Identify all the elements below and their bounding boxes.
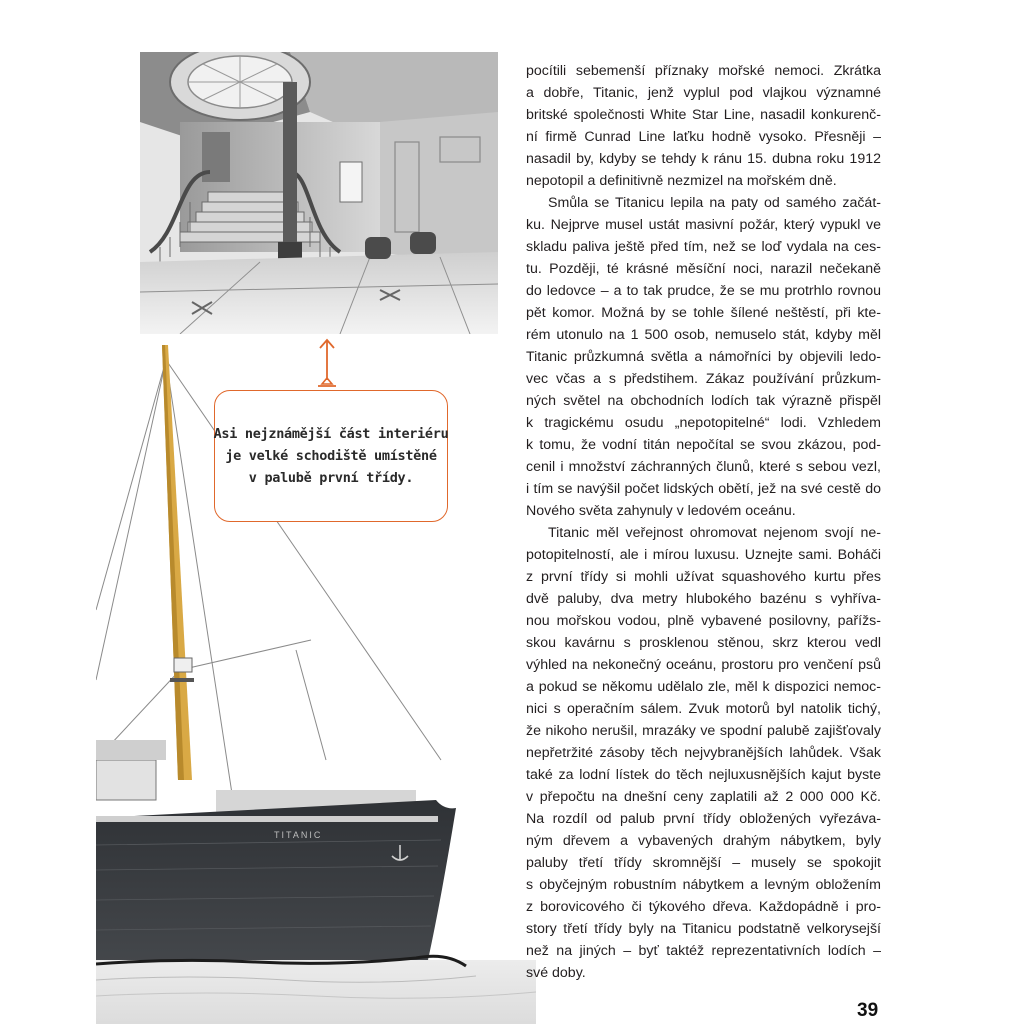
text-line: story třetí třídy byly na Titanicu podstatně velkorysejší bbox=[526, 921, 881, 937]
text-line: Smůla se Titanicu lepila na paty od samého začát- bbox=[548, 195, 881, 211]
staircase-callout-box bbox=[214, 390, 448, 522]
callout-line: v palubě první třídy. bbox=[248, 470, 414, 486]
callout-caption bbox=[214, 423, 449, 489]
text-line: k tragickému osudu „nepotopitelné“ lodi. Vzhledem bbox=[526, 415, 881, 431]
text-line: a pokud se někomu udělalo zle, měl k dispozici nemoc- bbox=[526, 679, 881, 695]
page-number: 39 bbox=[857, 1000, 879, 1021]
callout-line: je velké schodiště umístěné bbox=[225, 448, 437, 464]
text-line: ných světel na obchodních lodích tak výrazně přispěl bbox=[526, 393, 881, 409]
grand-staircase-illustration bbox=[140, 52, 498, 334]
text-line: nepřetržité zásoby těch nejvybranějších lahůdek. Však bbox=[526, 745, 881, 761]
text-line: ku. Nejprve musel ustát masivní požár, který vypukl ve bbox=[526, 217, 881, 233]
text-line: paluby třetí třídy skromnější – musely se spokojit bbox=[526, 855, 881, 871]
text-line: britské společnosti White Star Line, nasadil konkurenč- bbox=[526, 107, 881, 123]
text-line: potopitelností, ale i mírou luxusu. Uznejte sami. Boháči bbox=[526, 547, 881, 563]
text-line: Titanic měl veřejnost ohromovat nejenom svojí ne- bbox=[548, 525, 881, 541]
text-line: Nového světa zahynuly v ledovém oceánu. bbox=[526, 503, 796, 519]
text-line: pět komor. Možná by se tohle šílené neštěstí, při kte- bbox=[526, 305, 881, 321]
text-line: ní firmě Cunrad Line laťku hodně vysoko. Přesněji – bbox=[526, 129, 881, 145]
text-line: tu. Později, té krásné měsíční noci, narazil nečekaně bbox=[526, 261, 881, 277]
text-line: vec včas a s předstihem. Zákaz používání průzkum- bbox=[526, 371, 881, 387]
pointer-arrow-icon bbox=[312, 336, 342, 392]
text-line: z borovicového či týkového dřeva. Každopádně i pro- bbox=[526, 899, 881, 915]
text-line: cenil i množství záchranných člunů, které s sebou vezl, bbox=[526, 459, 881, 475]
text-line: dvě paluby, dva metry hlubokého bazénu s vyhříva- bbox=[526, 591, 881, 607]
text-line: také za lodní lístek do těch nejluxusnějších kajut byste bbox=[526, 767, 881, 783]
svg-text:TITANIC: TITANIC bbox=[274, 830, 323, 840]
text-line: pocítili sebemenší příznaky mořské nemoci. Zkrátka bbox=[526, 63, 881, 79]
paragraph-2 bbox=[526, 192, 881, 522]
text-line: nasadil by, kdyby se tehdy k ránu 15. dubna roku 1912 bbox=[526, 151, 881, 167]
callout-line: Asi nejznámější část interiéru bbox=[213, 426, 449, 442]
paragraph-3 bbox=[526, 522, 881, 984]
text-line: výhled na nekonečný oceánu, prostoru pro venčení psů bbox=[526, 657, 881, 673]
text-line: v přepočtu na dnešní ceny zaplatili až 2 000 000 Kč. bbox=[526, 789, 881, 805]
text-line: skou kavárnu s prosklenou stěnou, skrz kterou vedl bbox=[526, 635, 881, 651]
text-line: k tomu, že vodní titán nepočítal se svou zkázou, pod- bbox=[526, 437, 881, 453]
body-text-column bbox=[526, 60, 881, 984]
text-line: nou mořskou vodou, plně vybavené posilovny, pařížs- bbox=[526, 613, 881, 629]
text-line: a dobře, Titanic, jenž vyplul pod vlajkou významné bbox=[526, 85, 881, 101]
text-line: skladu paliva ještě před tím, než se loď vydala na ces- bbox=[526, 239, 881, 255]
paragraph-1 bbox=[526, 60, 881, 192]
text-line: Titanic průzkumná světla a námořníci by objevili ledo- bbox=[526, 349, 881, 365]
text-line: že nikoho nerušil, mrazáky ve spodní palubě zajišťovaly bbox=[526, 723, 881, 739]
text-line: z první třídy si mohli užívat squashového kurtu přes bbox=[526, 569, 881, 585]
text-line: své doby. bbox=[526, 965, 586, 981]
text-line: Na rozdíl od palub první třídy obložených vyřezáva- bbox=[526, 811, 881, 827]
text-line: do ledovce – a to tak prudce, že se mu protrhlo rovnou bbox=[526, 283, 881, 299]
text-line: nepotopil a definitivně nezmizel na mořském dně. bbox=[526, 173, 837, 189]
text-line: s obyčejným robustním nábytkem a levným obložením bbox=[526, 877, 881, 893]
text-line: i tím se navýšil počet lidských obětí, jež na své cestě do bbox=[526, 481, 881, 497]
text-line: než na jiných – byť taktéž reprezentativních lodích – bbox=[526, 943, 881, 959]
text-line: nici s operačním sálem. Zvuk motorů byl natolik tichý, bbox=[526, 701, 881, 717]
text-line: ným dřevem a vybavených drahým nábytkem, byly bbox=[526, 833, 881, 849]
text-line: rém utonulo na 1 500 osob, nemuselo stát, kdyby měl bbox=[526, 327, 881, 343]
